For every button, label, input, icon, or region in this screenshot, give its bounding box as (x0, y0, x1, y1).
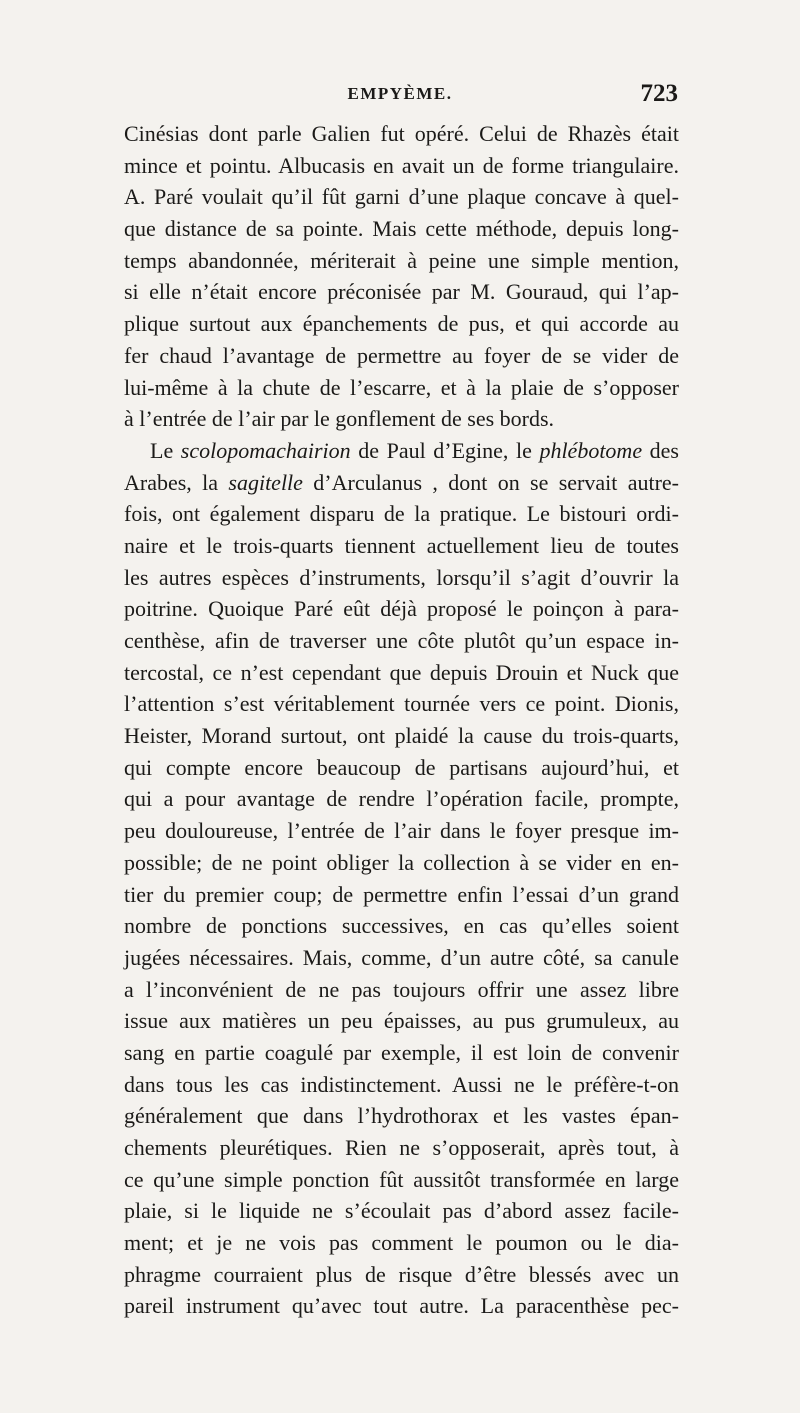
text-line: temps abandonnée, mériterait à peine une simple mention, (124, 247, 679, 273)
text-line: peu douloureuse, l’entrée de l’air dans le foyer presque im- (124, 818, 679, 844)
text-line: nombre de ponctions successives, en cas qu’elles soient (124, 913, 679, 939)
running-head (0, 80, 800, 112)
text-line: fois, ont également disparu de la pratique. Le bistouri ordi- (124, 501, 679, 527)
text-line: mince et pointu. Albucasis en avait un de forme triangulaire. (124, 152, 679, 178)
line-segment: Le (150, 437, 181, 463)
italic-term-scolopomachairion: scolopomachairion (180, 437, 351, 463)
text-line: centhèse, afin de traverser une côte plutôt qu’un espace in- (124, 628, 679, 653)
text-line: tercostal, ce n’est cependant que depuis Drouin et Nuck que (124, 659, 679, 685)
body-text (124, 118, 679, 1322)
page-number: 723 (640, 80, 678, 107)
text-line: phragme courraient plus de risque d’être blessés avec un (124, 1261, 679, 1287)
text-line: les autres espèces d’instruments, lorsqu’il s’agit d’ouvrir la (124, 564, 679, 590)
line-segment: Arabes, la (124, 469, 229, 495)
text-line: Heister, Morand surtout, ont plaidé la cause du trois-quarts, (124, 723, 679, 749)
text-line: que distance de sa pointe. Mais cette méthode, depuis long- (124, 216, 679, 242)
italic-term-sagitelle: sagitelle (228, 469, 303, 495)
text-line-paragraph-start (124, 435, 679, 467)
text-line: ment; et je ne vois pas comment le poumon ou le dia- (124, 1230, 679, 1256)
italic-term-phlebotome: phlébotome (539, 437, 643, 463)
text-line: fer chaud l’avantage de permettre au foyer de se vider de (124, 342, 679, 368)
text-line: pareil instrument qu’avec tout autre. La paracenthèse pec- (124, 1293, 679, 1319)
running-title: EMPYÈME. (347, 84, 453, 103)
text-line: A. Paré voulait qu’il fût garni d’une plaque concave à quel- (124, 184, 679, 210)
line-segment: d’Arculanus , dont on se servait autre- (302, 469, 679, 495)
text-line: qui compte encore beaucoup de partisans aujourd’hui, et (124, 754, 679, 780)
text-line: tier du premier coup; de permettre enfin l’essai d’un grand (124, 881, 679, 907)
text-line: poitrine. Quoique Paré eût déjà proposé le poinçon à para- (124, 596, 679, 622)
text-line: Cinésias dont parle Galien fut opéré. Celui de Rhazès était (124, 121, 679, 146)
text-line: possible; de ne point obliger la collection à se vider en en- (124, 849, 679, 875)
text-line: l’attention s’est véritablement tournée vers ce point. Dionis, (124, 691, 679, 717)
text-line: sang en partie coagulé par exemple, il est loin de convenir (124, 1039, 679, 1065)
text-line (124, 467, 679, 499)
text-line: dans tous les cas indistinctement. Aussi ne le préfère-t-on (124, 1071, 679, 1097)
text-line-paragraph-end: à l’entrée de l’air par le gonflement de ses bords. (124, 406, 555, 432)
text-line: naire et le trois-quarts tiennent actuellement lieu de toutes (124, 532, 679, 558)
line-segment: de Paul d’Egine, le (350, 437, 540, 463)
text-line: si elle n’était encore préconisée par M. Gouraud, qui l’ap- (124, 279, 679, 305)
text-line: jugées nécessaires. Mais, comme, d’un autre côté, sa canule (124, 944, 679, 970)
text-line: qui a pour avantage de rendre l’opération facile, prompte, (124, 786, 679, 812)
text-line: a l’inconvénient de ne pas toujours offrir une assez libre (124, 976, 679, 1002)
text-line: ce qu’une simple ponction fût aussitôt transformée en large (124, 1166, 679, 1192)
text-line: généralement que dans l’hydrothorax et les vastes épan- (124, 1103, 679, 1129)
text-line: issue aux matières un peu épaisses, au pus grumuleux, au (124, 1008, 679, 1034)
text-line: plaie, si le liquide ne s’écoulait pas d’abord assez facile- (124, 1198, 679, 1224)
text-line: chements pleurétiques. Rien ne s’opposerait, après tout, à (124, 1135, 679, 1160)
text-line: lui-même à la chute de l’escarre, et à la plaie de s’opposer (124, 374, 679, 400)
text-line: plique surtout aux épanchements de pus, et qui accorde au (124, 311, 679, 337)
line-segment: des (642, 437, 679, 463)
